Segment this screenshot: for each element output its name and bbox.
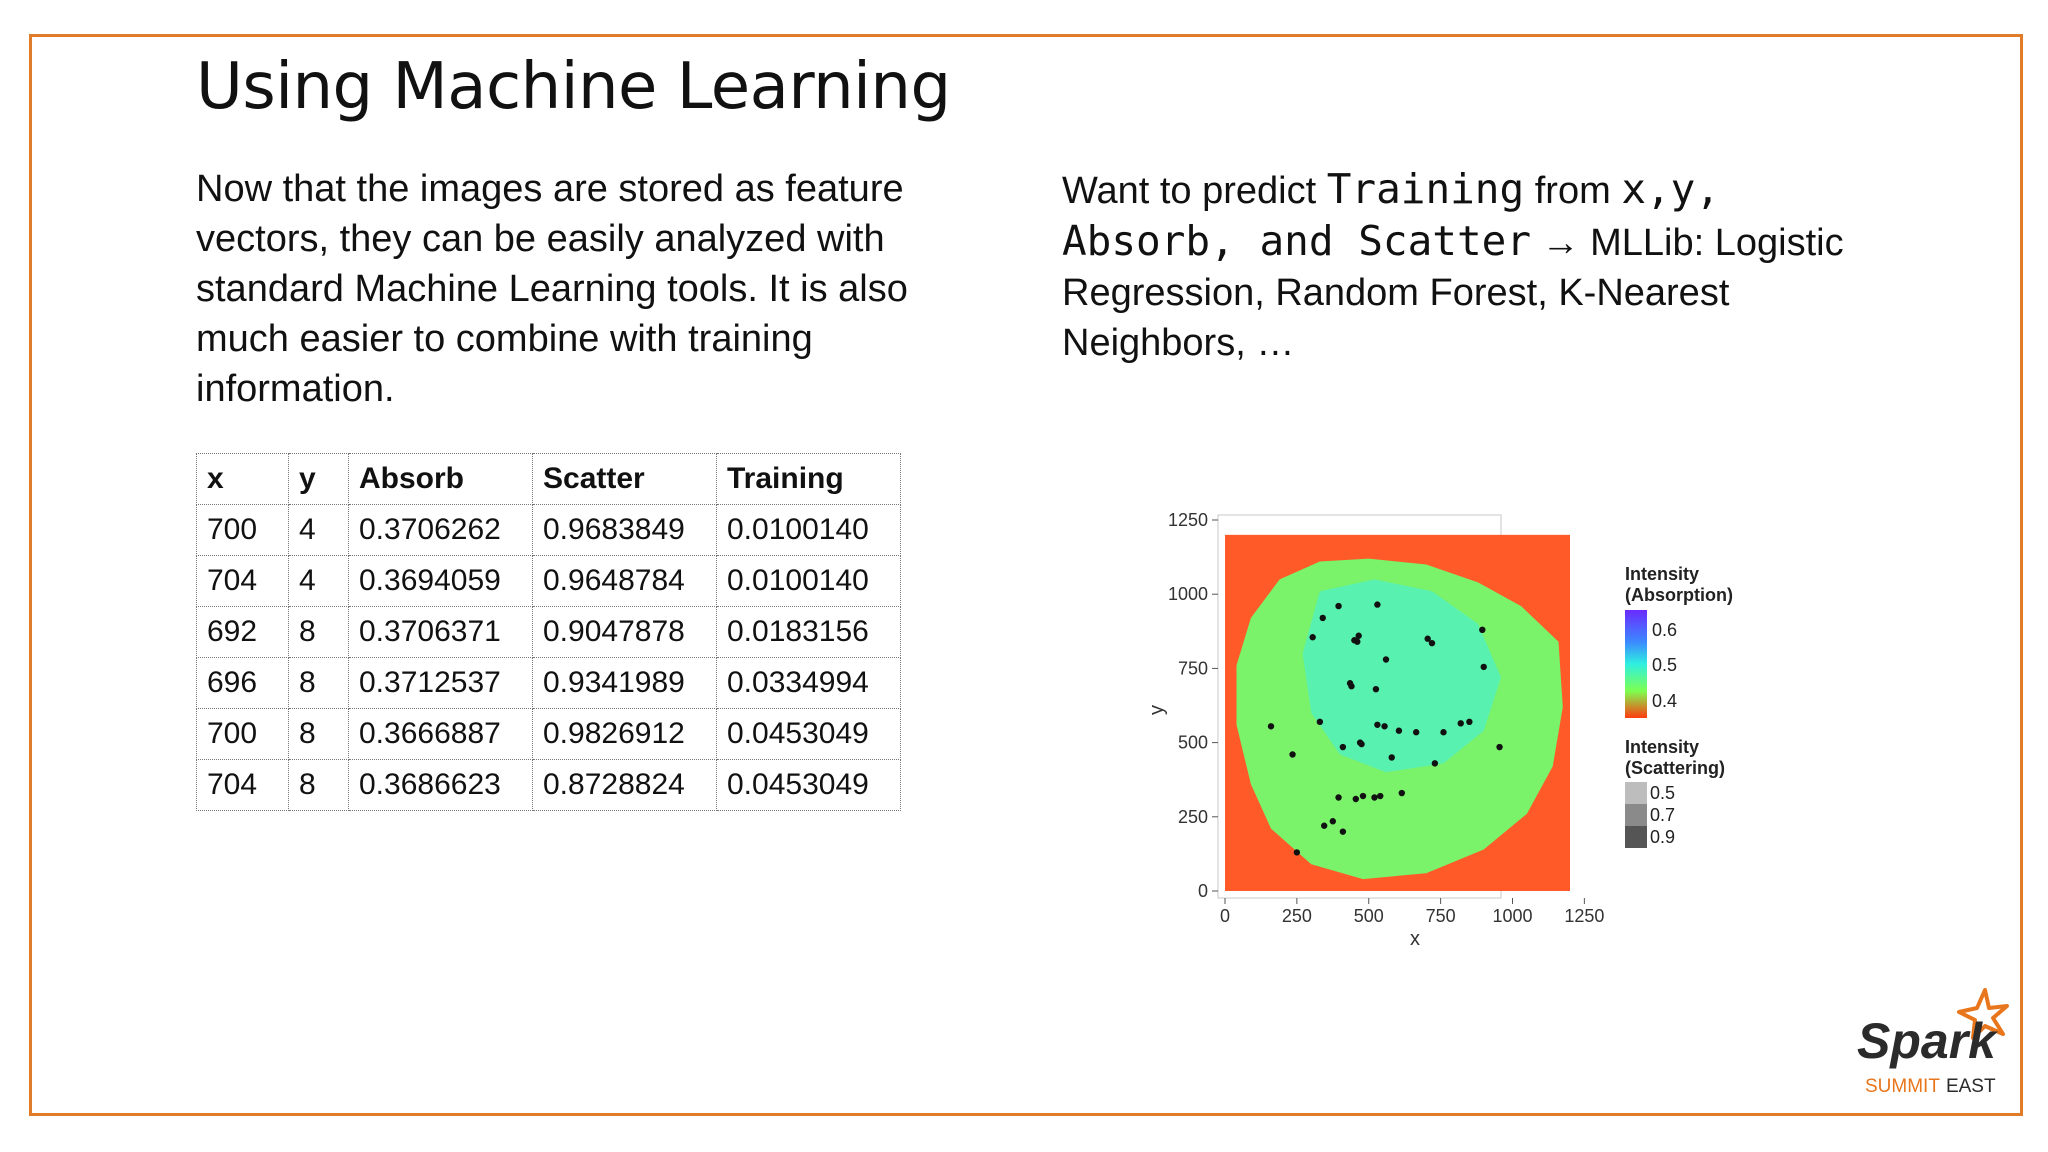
scatter-point xyxy=(1371,794,1377,800)
table-cell: 0.0334994 xyxy=(717,658,901,709)
table-cell: 0.3706371 xyxy=(349,607,533,658)
legend-absorption-label: 0.4 xyxy=(1652,691,1678,711)
y-tick-label: 750 xyxy=(1177,658,1208,679)
legend-scattering-label: 0.5 xyxy=(1650,783,1676,803)
x-tick-label: 1250 xyxy=(1564,906,1605,926)
x-axis-label: x xyxy=(1410,928,1420,950)
legend-scattering-label: 0.9 xyxy=(1650,827,1676,847)
table-cell: 0.9047878 xyxy=(533,607,717,658)
scatter-point xyxy=(1374,601,1380,607)
x-tick-label: 0 xyxy=(1219,906,1231,926)
scatter-point xyxy=(1389,754,1395,760)
table-cell: 4 xyxy=(289,505,349,556)
scatter-point xyxy=(1289,751,1295,757)
scatter-point xyxy=(1377,793,1383,799)
table-cell: 0.3712537 xyxy=(349,658,533,709)
table-cell: 8 xyxy=(289,709,349,760)
scatter-point xyxy=(1496,744,1502,750)
left-paragraph: Now that the images are stored as feature vectors, they can be easily analyzed with standard Machine Learning tools. It is also much easier to combine with training information. xyxy=(196,168,908,410)
legend-absorption-title-2: (Absorption) xyxy=(1625,585,1733,605)
y-axis-label: y xyxy=(1146,705,1168,715)
table-cell: 0.9683849 xyxy=(533,505,717,556)
table-cell: 696 xyxy=(197,658,289,709)
table-cell: 692 xyxy=(197,607,289,658)
table-row xyxy=(197,505,901,556)
header-y: y xyxy=(289,454,349,505)
y-tick-label: 500 xyxy=(1177,732,1208,753)
scatter-point xyxy=(1340,828,1346,834)
summit-east-label: SUMMIT EAST xyxy=(1865,1076,1996,1097)
scatter-point xyxy=(1309,634,1315,640)
y-tick-label: 0 xyxy=(1197,881,1208,901)
table-cell: 704 xyxy=(197,556,289,607)
x-tick-label: 750 xyxy=(1425,906,1456,926)
right-text-2: from xyxy=(1524,170,1622,212)
table-row xyxy=(197,658,901,709)
y-tick-label: 250 xyxy=(1177,806,1208,827)
scatter-point xyxy=(1440,729,1446,735)
spark-summit-logo xyxy=(1855,988,2015,1100)
y-tick-label: 1250 xyxy=(1167,510,1208,530)
header-absorb: Absorb xyxy=(349,454,533,505)
scatter-point xyxy=(1429,640,1435,646)
x-tick-label: 250 xyxy=(1281,906,1312,926)
header-training: Training xyxy=(717,454,901,505)
scatter-point xyxy=(1354,638,1360,644)
scatter-point xyxy=(1381,723,1387,729)
table-row xyxy=(197,709,901,760)
legend-scattering-label: 0.7 xyxy=(1650,805,1676,825)
scatter-point xyxy=(1321,823,1327,829)
right-text-1: Want to predict xyxy=(1062,170,1327,212)
right-code-training: Training xyxy=(1326,165,1525,213)
table-cell: 0.9341989 xyxy=(533,658,717,709)
header-x: x xyxy=(197,454,289,505)
scatter-point xyxy=(1481,664,1487,670)
scatter-point xyxy=(1466,719,1472,725)
table-cell: 704 xyxy=(197,760,289,811)
heatmap-svg xyxy=(1100,420,1800,960)
legend-scattering-swatch xyxy=(1625,826,1647,848)
table-cell: 8 xyxy=(289,607,349,658)
scatter-point xyxy=(1396,728,1402,734)
scatter-point xyxy=(1432,760,1438,766)
spark-wordmark: Spark xyxy=(1857,1013,1996,1069)
scatter-point xyxy=(1317,719,1323,725)
x-tick-label: 500 xyxy=(1353,906,1384,926)
legend-scattering-swatch xyxy=(1625,782,1647,804)
table-cell: 0.3694059 xyxy=(349,556,533,607)
scatter-point xyxy=(1358,741,1364,747)
table-row xyxy=(197,556,901,607)
table-cell: 0.9826912 xyxy=(533,709,717,760)
table-cell: 4 xyxy=(289,556,349,607)
scatter-point xyxy=(1383,656,1389,662)
scatter-point xyxy=(1360,793,1366,799)
table-row xyxy=(197,607,901,658)
scatter-point xyxy=(1335,794,1341,800)
scatter-point xyxy=(1348,683,1354,689)
heatmap-chart xyxy=(1100,420,1800,960)
y-tick-label: 1000 xyxy=(1167,584,1208,605)
table-row xyxy=(197,760,901,811)
table-cell: 0.0183156 xyxy=(717,607,901,658)
scatter-point xyxy=(1413,729,1419,735)
header-scatter: Scatter xyxy=(533,454,717,505)
table-cell: 0.0453049 xyxy=(717,760,901,811)
legend-scattering-swatch xyxy=(1625,804,1647,826)
right-code-absorb-scatter: Absorb, and Scatter xyxy=(1062,217,1531,265)
feature-table xyxy=(196,453,901,811)
scatter-point xyxy=(1458,720,1464,726)
legend-absorption-label: 0.5 xyxy=(1652,655,1678,675)
scatter-point xyxy=(1335,603,1341,609)
slide-title: Using Machine Learning xyxy=(196,50,951,124)
legend-layer xyxy=(1625,564,1733,848)
legend-scattering-title-2: (Scattering) xyxy=(1625,758,1726,778)
plot-layer xyxy=(1218,515,1570,898)
table-cell: 0.8728824 xyxy=(533,760,717,811)
table-cell: 8 xyxy=(289,760,349,811)
scatter-point xyxy=(1330,818,1336,824)
table-cell: 700 xyxy=(197,505,289,556)
scatter-point xyxy=(1399,790,1405,796)
legend-absorption-label: 0.6 xyxy=(1652,620,1678,640)
scatter-point xyxy=(1268,723,1274,729)
legend-absorption-title-1: Intensity xyxy=(1625,564,1700,584)
scatter-point xyxy=(1320,615,1326,621)
table-cell: 0.0100140 xyxy=(717,505,901,556)
scatter-point xyxy=(1294,849,1300,855)
table-cell: 0.3706262 xyxy=(349,505,533,556)
table-cell: 0.0100140 xyxy=(717,556,901,607)
scatter-point xyxy=(1353,796,1359,802)
table-cell: 0.0453049 xyxy=(717,709,901,760)
table-cell: 0.3666887 xyxy=(349,709,533,760)
scatter-point xyxy=(1340,744,1346,750)
table-cell: 0.3686623 xyxy=(349,760,533,811)
table-header-row xyxy=(197,454,901,505)
legend-scattering-title-1: Intensity xyxy=(1625,737,1700,757)
table-cell: 0.9648784 xyxy=(533,556,717,607)
scatter-point xyxy=(1374,722,1380,728)
table-cell: 700 xyxy=(197,709,289,760)
scatter-point xyxy=(1479,627,1485,633)
right-text-3: → MLLib: Logistic Regression, Random Forest, K-Nearest Neighbors, … xyxy=(1062,222,1844,364)
x-tick-label: 1000 xyxy=(1492,906,1533,926)
right-paragraph xyxy=(1062,164,1892,368)
scatter-point xyxy=(1373,686,1379,692)
right-code-xy: x,y, xyxy=(1621,165,1721,213)
legend-absorption-colorbar xyxy=(1625,610,1647,718)
table-cell: 8 xyxy=(289,658,349,709)
